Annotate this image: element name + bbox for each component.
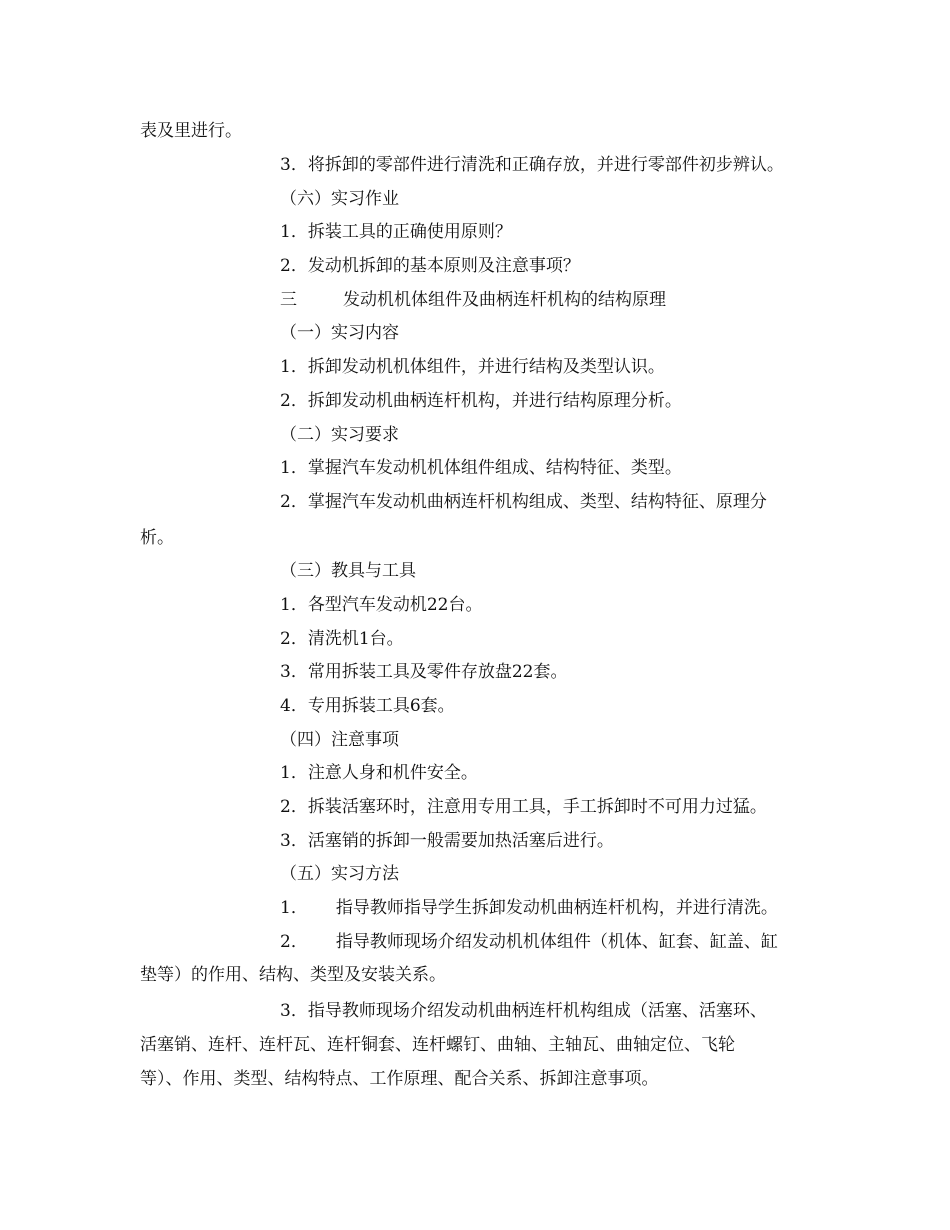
paragraph-line: 表及里进行。: [140, 121, 242, 141]
paragraph-line: 3．将拆卸的零部件进行清洗和正确存放，并进行零部件初步辨认。: [280, 155, 784, 175]
paragraph-line: 2．拆卸发动机曲柄连杆机构，并进行结构原理分析。: [280, 391, 682, 411]
paragraph-line: 1．各型汽车发动机22台。: [280, 595, 483, 615]
paragraph-line: 2．掌握汽车发动机曲柄连杆机构组成、类型、结构特征、原理分: [280, 492, 767, 512]
paragraph-line: 1．拆装工具的正确使用原则？: [280, 222, 512, 242]
list-text: 指导教师指导学生拆卸发动机曲柄连杆机构，并进行清洗。: [335, 898, 778, 918]
paragraph-line: 析。: [140, 528, 174, 548]
paragraph-line: 活塞销、连杆、连杆瓦、连杆铜套、连杆螺钉、曲轴、主轴瓦、曲轴定位、飞轮: [140, 1035, 735, 1055]
list-text: 指导教师现场介绍发动机机体组件（机体、缸套、缸盖、缸: [335, 932, 778, 952]
chapter-title: 发动机机体组件及曲柄连杆机构的结构原理: [343, 290, 666, 310]
paragraph-line: 等）、作用、类型、结构特点、工作原理、配合关系、拆卸注意事项。: [140, 1069, 659, 1089]
section-heading: （三）教具与工具: [280, 561, 416, 581]
section-heading: （六）实习作业: [280, 189, 399, 209]
paragraph-line: 2．清洗机1台。: [280, 629, 404, 649]
paragraph-line: 1．注意人身和机件安全。: [280, 763, 478, 783]
list-number: 2．: [280, 932, 308, 952]
list-number: 1．: [280, 898, 308, 918]
section-heading: （二）实习要求: [280, 425, 399, 445]
paragraph-line: 垫等）的作用、结构、类型及安装关系。: [140, 965, 446, 985]
paragraph-line: 1．掌握汽车发动机机体组件组成、结构特征、类型。: [280, 458, 682, 478]
paragraph-line: [280, 897, 778, 919]
paragraph-line: 1．拆卸发动机机体组件，并进行结构及类型认识。: [280, 357, 665, 377]
paragraph-line: 3．常用拆装工具及零件存放盘22套。: [280, 662, 568, 682]
section-heading: （五）实习方法: [280, 864, 399, 884]
chapter-number: 三: [280, 290, 297, 310]
paragraph-line: 2．发动机拆卸的基本原则及注意事项？: [280, 256, 580, 276]
section-heading: （四）注意事项: [280, 730, 399, 750]
paragraph-line: 3．活塞销的拆卸一般需要加热活塞后进行。: [280, 831, 614, 851]
chapter-heading: [280, 289, 666, 311]
paragraph-line: [280, 931, 778, 953]
paragraph-line: 3．指导教师现场介绍发动机曲柄连杆机构组成（活塞、活塞环、: [280, 1001, 767, 1021]
section-heading: （一）实习内容: [280, 323, 399, 343]
paragraph-line: 4．专用拆装工具6套。: [280, 696, 455, 716]
paragraph-line: 2．拆装活塞环时，注意用专用工具，手工拆卸时不可用力过猛。: [280, 797, 767, 817]
